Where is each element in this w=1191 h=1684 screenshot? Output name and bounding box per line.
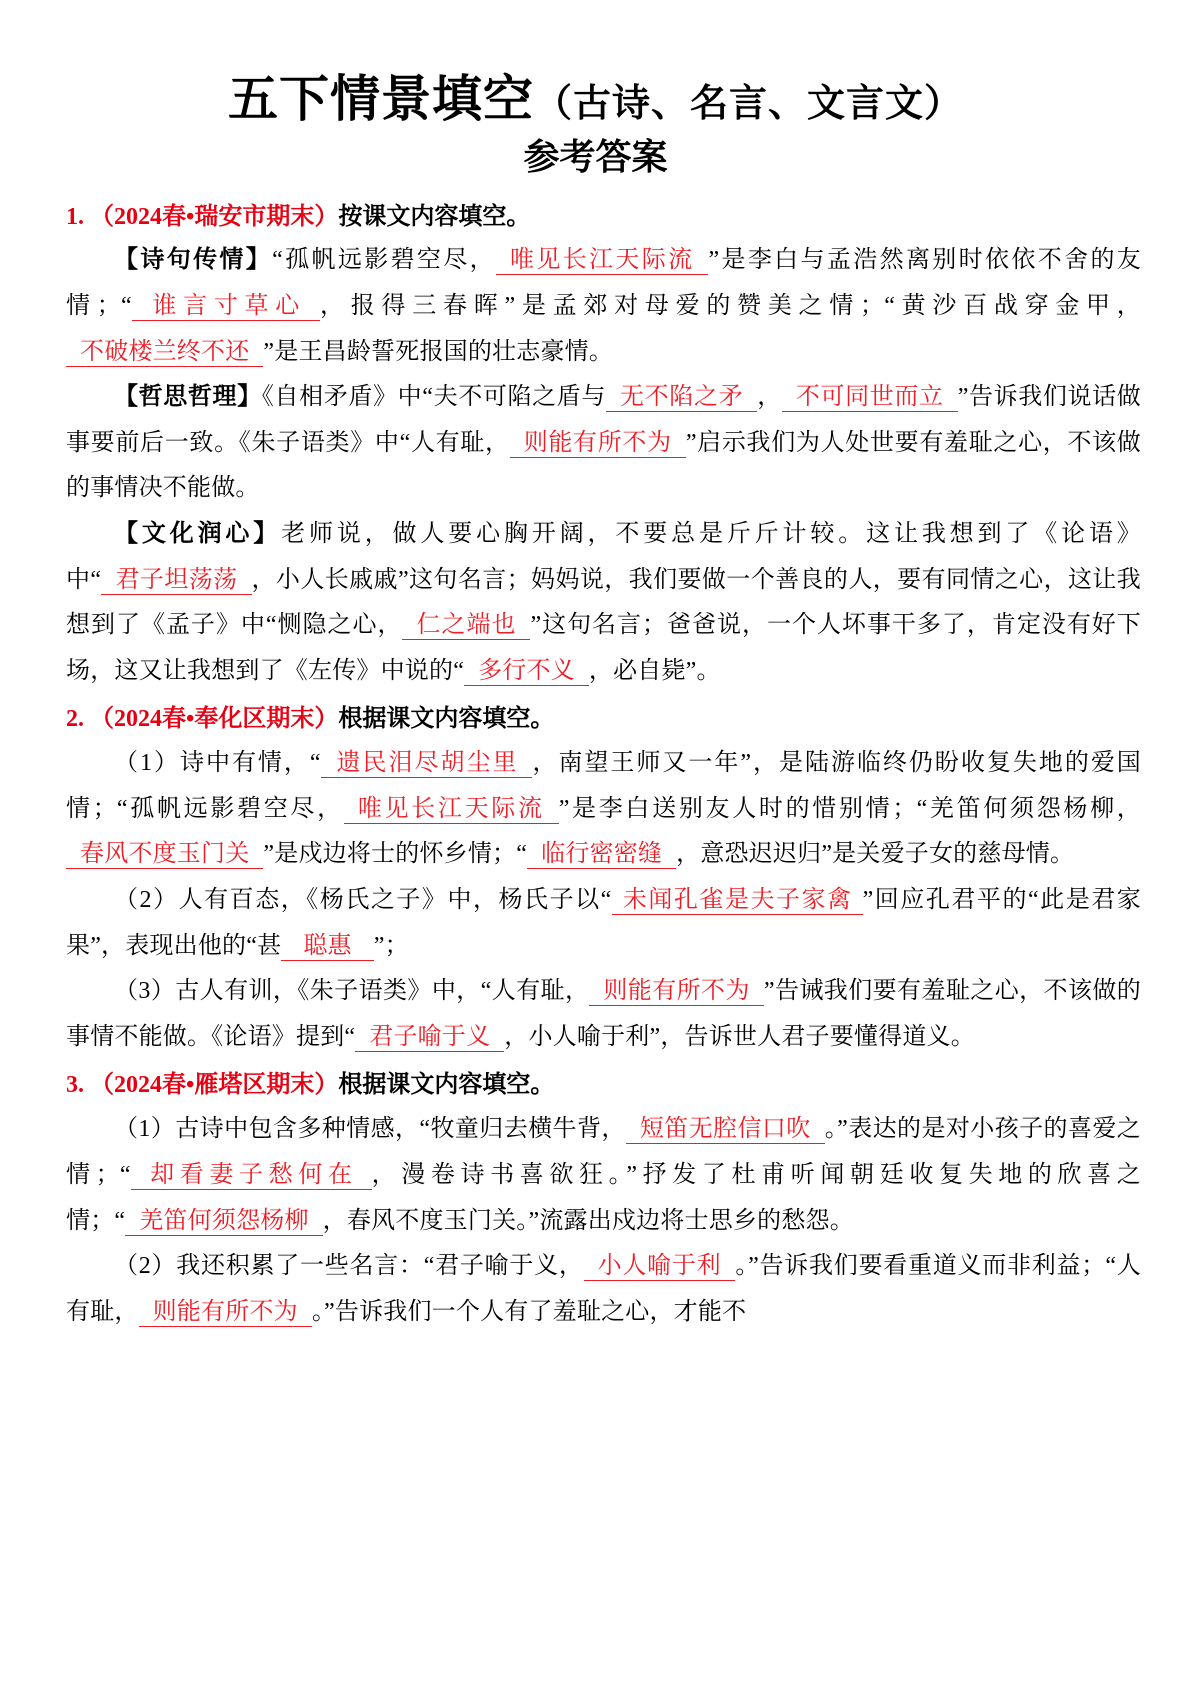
question-number: 1. [66, 203, 84, 230]
answer-blank[interactable]: 遗民泪尽胡尘里 [321, 750, 533, 778]
question-paragraph [62, 1107, 1141, 1244]
title-main-text: 五下情景填空 [227, 71, 534, 127]
answer-blank[interactable]: 唯见长江天际流 [496, 247, 708, 275]
paragraph-text: 。”告诉我们要看重道义而非利益；“人有耻， [66, 1253, 1141, 1325]
question-paragraph [62, 741, 1141, 878]
paragraph-text: ”； [373, 932, 409, 959]
paragraph-text: ”启示我们为人处世要有羞耻之心，不该做的事情决不能做。 [66, 429, 1142, 502]
answer-blank[interactable]: 不破楼兰终不还 [66, 339, 263, 367]
paragraph-text: ，小人长戚戚”这句名言；妈妈说，我们要做一个善良的人，要有同情之心，这让我想到了《孟子》中“恻隐之心， [66, 566, 1141, 639]
paragraph-theme-label: 【文化润心】 [114, 521, 282, 548]
answer-blank[interactable]: 多行不义 [464, 658, 589, 686]
answer-blank[interactable]: 临行密密缝 [527, 841, 676, 869]
answer-blank[interactable]: 谁言寸草心 [132, 293, 320, 321]
question-paragraph [62, 238, 1141, 375]
question-paragraph [62, 969, 1141, 1060]
answer-blank[interactable]: 君子喻于义 [355, 1024, 504, 1052]
paragraph-text: ，必自毙”。 [588, 657, 721, 684]
paragraph-text: ，南望王师又一年”，是陆游临终仍盼收复失地的爱国情；“孤帆远影碧空尽， [66, 750, 1142, 822]
answer-blank[interactable]: 则能有所不为 [510, 430, 686, 458]
question-heading [62, 694, 1141, 741]
paragraph-item-label: （2） [114, 887, 179, 914]
answer-blank[interactable]: 无不陷之矛 [606, 384, 757, 412]
answer-blank[interactable]: 却看妻子愁何在 [131, 1162, 372, 1190]
paragraph-text: ，小人喻于利”，告诉世人君子要懂得道义。 [504, 1023, 975, 1050]
question-prompt: 根据课文内容填空。 [338, 1072, 555, 1099]
paragraph-theme-label: 【哲思哲理】 [114, 384, 262, 411]
paragraph-text: “孤帆远影碧空尽， [272, 247, 496, 274]
paragraph-text: ，春风不度玉门关。”流露出戍边将士思乡的愁怨。 [322, 1207, 854, 1234]
question-source: （2024春•瑞安市期末） [90, 203, 339, 230]
question-prompt: 按课文内容填空。 [338, 203, 531, 230]
question-prompt: 根据课文内容填空。 [338, 706, 555, 733]
paragraph-text: 古诗中包含多种情感，“牧童归去横牛背， [175, 1116, 626, 1143]
paragraph-item-label: （2） [114, 1253, 177, 1280]
question-paragraph [62, 375, 1141, 512]
answer-blank[interactable]: 未闻孔雀是夫子家禽 [612, 887, 863, 915]
answer-blank[interactable]: 短笛无腔信口吹 [626, 1116, 825, 1144]
paragraph-text: ”是李白与孟浩然离别时依依不舍的友情；“ [66, 247, 1141, 320]
paragraph-text: 我还积累了一些名言：“君子喻于义， [176, 1253, 584, 1280]
answer-blank[interactable]: 小人喻于利 [584, 1253, 736, 1281]
answer-blank[interactable]: 不可同世而立 [782, 384, 958, 412]
paragraph-text: ”是李白送别友人时的惜别情；“羌笛何须怨杨柳， [558, 795, 1141, 822]
answer-blank[interactable]: 仁之端也 [402, 612, 530, 640]
question-paragraph [62, 512, 1141, 694]
title-parenthetical: （古诗、名言、文言文） [533, 83, 963, 125]
question-heading [62, 1060, 1141, 1107]
paragraph-text: ， [757, 384, 782, 411]
answer-blank[interactable]: 春风不度玉门关 [66, 841, 263, 869]
paragraph-text: ”告诉我们说话做事要前后一致。《朱子语类》中“人有耻， [66, 384, 1141, 456]
question-heading [62, 192, 1141, 239]
answer-blank[interactable]: 唯见长江天际流 [344, 796, 559, 824]
paragraph-text: ”是戍边将士的怀乡情；“ [263, 841, 528, 868]
paragraph-text: 古人有训，《朱子语类》中，“人有耻， [175, 978, 590, 1005]
paragraph-theme-label: 【诗句传情】 [114, 247, 273, 274]
page-title [0, 0, 1191, 126]
answer-blank[interactable]: 聪惠 [281, 933, 373, 961]
paragraph-text: ，意恐迟迟归”是关爱子女的慈母情。 [676, 841, 1075, 868]
question-source: （2024春•雁塔区期末） [90, 1072, 339, 1099]
paragraph-text: 。”表达的是对小孩子的喜爱之情；“ [66, 1116, 1141, 1188]
question-number: 3. [66, 1072, 84, 1099]
paragraph-text: ”告诫我们要有羞耻之心，不该做的事情不能做。《论语》提到“ [66, 978, 1141, 1050]
answer-blank[interactable]: 则能有所不为 [589, 978, 764, 1006]
answer-blank[interactable]: 羌笛何须怨杨柳 [125, 1208, 322, 1236]
question-paragraph [62, 878, 1141, 969]
paragraph-text: 人有百态，《杨氏之子》中，杨氏子以“ [178, 887, 612, 914]
paragraph-text: ，漫卷诗书喜欲狂。”抒发了杜甫听闻朝廷收复失地的欣喜之情；“ [66, 1161, 1141, 1234]
answer-blank[interactable]: 则能有所不为 [139, 1299, 312, 1327]
question-number: 2. [66, 706, 84, 733]
question-paragraph [62, 1244, 1141, 1335]
paragraph-item-label: （1） [114, 750, 180, 777]
paragraph-text: 诗中有情，“ [179, 750, 321, 777]
paragraph-text: 老师说，做人要心胸开阔，不要总是斤斤计较。这让我想到了《论语》中“ [66, 521, 1141, 593]
paragraph-text: ”这句名言；爸爸说，一个人坏事干多了，肯定没有好下场，这又让我想到了《左传》中说的“ [66, 612, 1141, 684]
paragraph-text: ”回应孔君平的“此是君家果”，表现出他的“甚 [66, 887, 1141, 959]
answer-blank[interactable]: 君子坦荡荡 [101, 567, 251, 595]
paragraph-item-label: （3） [114, 978, 176, 1005]
paragraph-item-label: （1） [114, 1116, 176, 1143]
question-source: （2024春•奉化区期末） [90, 706, 339, 733]
page-subtitle: 参考答案 [523, 137, 668, 177]
paragraph-text: 。”告诉我们一个人有了羞耻之心，才能不 [311, 1298, 747, 1325]
paragraph-text: 《自相矛盾》中“夫不可陷之盾与 [261, 384, 607, 411]
paragraph-text: ，报得三春晖”是孟郊对母爱的赞美之情；“黄沙百战穿金甲， [320, 293, 1141, 320]
paragraph-text: ”是王昌龄誓死报国的壮志豪情。 [263, 338, 614, 365]
questions-container [0, 178, 1191, 1336]
